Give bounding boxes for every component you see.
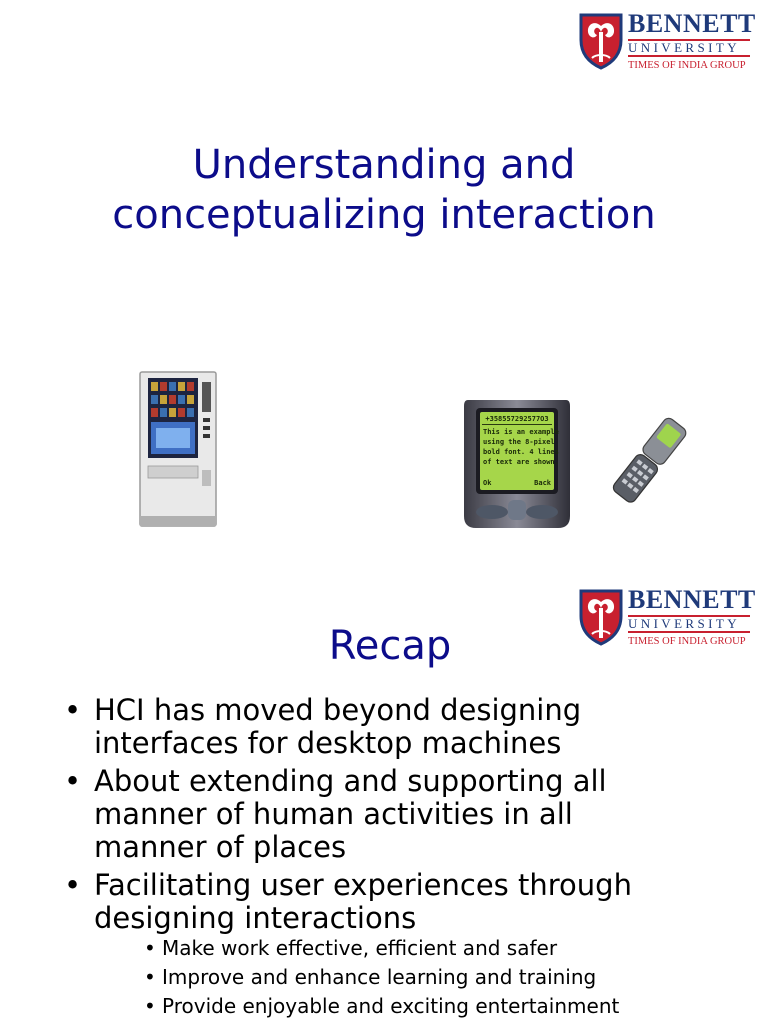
bullet-line: interfaces for desktop machines <box>94 726 562 760</box>
slide-title <box>0 140 768 240</box>
bullet-item <box>60 765 760 864</box>
slide-2 <box>0 576 768 1024</box>
title-line-2: conceptualizing interaction <box>112 192 656 238</box>
logo-group: TIMES OF INDIA GROUP <box>628 60 746 71</box>
sub-bullet-item: • Improve and enhance learning and training <box>140 963 760 992</box>
phone-softkey-left: Ok <box>483 479 492 487</box>
sub-bullet-item: • Provide enjoyable and exciting entertainment <box>140 992 760 1021</box>
bullet-line: designing interactions <box>94 901 417 935</box>
slide-title: Recap <box>328 623 452 669</box>
phone-softkey-right: Back <box>534 479 551 487</box>
sub-bullet-list <box>140 934 760 1021</box>
bullet-line: • Facilitating user experiences through <box>94 868 632 902</box>
bullet-list <box>60 694 760 940</box>
sub-bullet-item: • Make work effective, efficient and safer <box>140 934 760 963</box>
flip-phone-image <box>608 412 690 510</box>
phone-number: +358557292577O3 <box>482 414 552 425</box>
logo-name: BENNETT <box>628 9 756 38</box>
bullet-line: manner of human activities in all <box>94 797 573 831</box>
mobile-phone-image <box>462 396 572 530</box>
bullet-line: manner of places <box>94 830 347 864</box>
logo-subtitle: UNIVERSITY <box>628 615 750 633</box>
title-line-1: Understanding and <box>192 142 576 188</box>
logo-group: TIMES OF INDIA GROUP <box>628 636 746 647</box>
university-logo <box>578 9 756 72</box>
bullet-line: • HCI has moved beyond designing <box>94 693 582 727</box>
vending-machine-image <box>138 370 218 530</box>
phone-line-4: of text are shown. <box>483 458 559 466</box>
phone-line-1: This is an example <box>483 428 559 436</box>
logo-subtitle: UNIVERSITY <box>628 39 750 57</box>
bullet-item <box>60 694 760 760</box>
shield-logo-icon <box>578 12 624 70</box>
logo-name: BENNETT <box>628 585 756 614</box>
bullet-line: • About extending and supporting all <box>94 764 607 798</box>
phone-line-2: using the 8-pixel <box>483 438 555 446</box>
bullet-item <box>60 869 760 935</box>
phone-line-3: bold font. 4 lines <box>483 448 559 456</box>
